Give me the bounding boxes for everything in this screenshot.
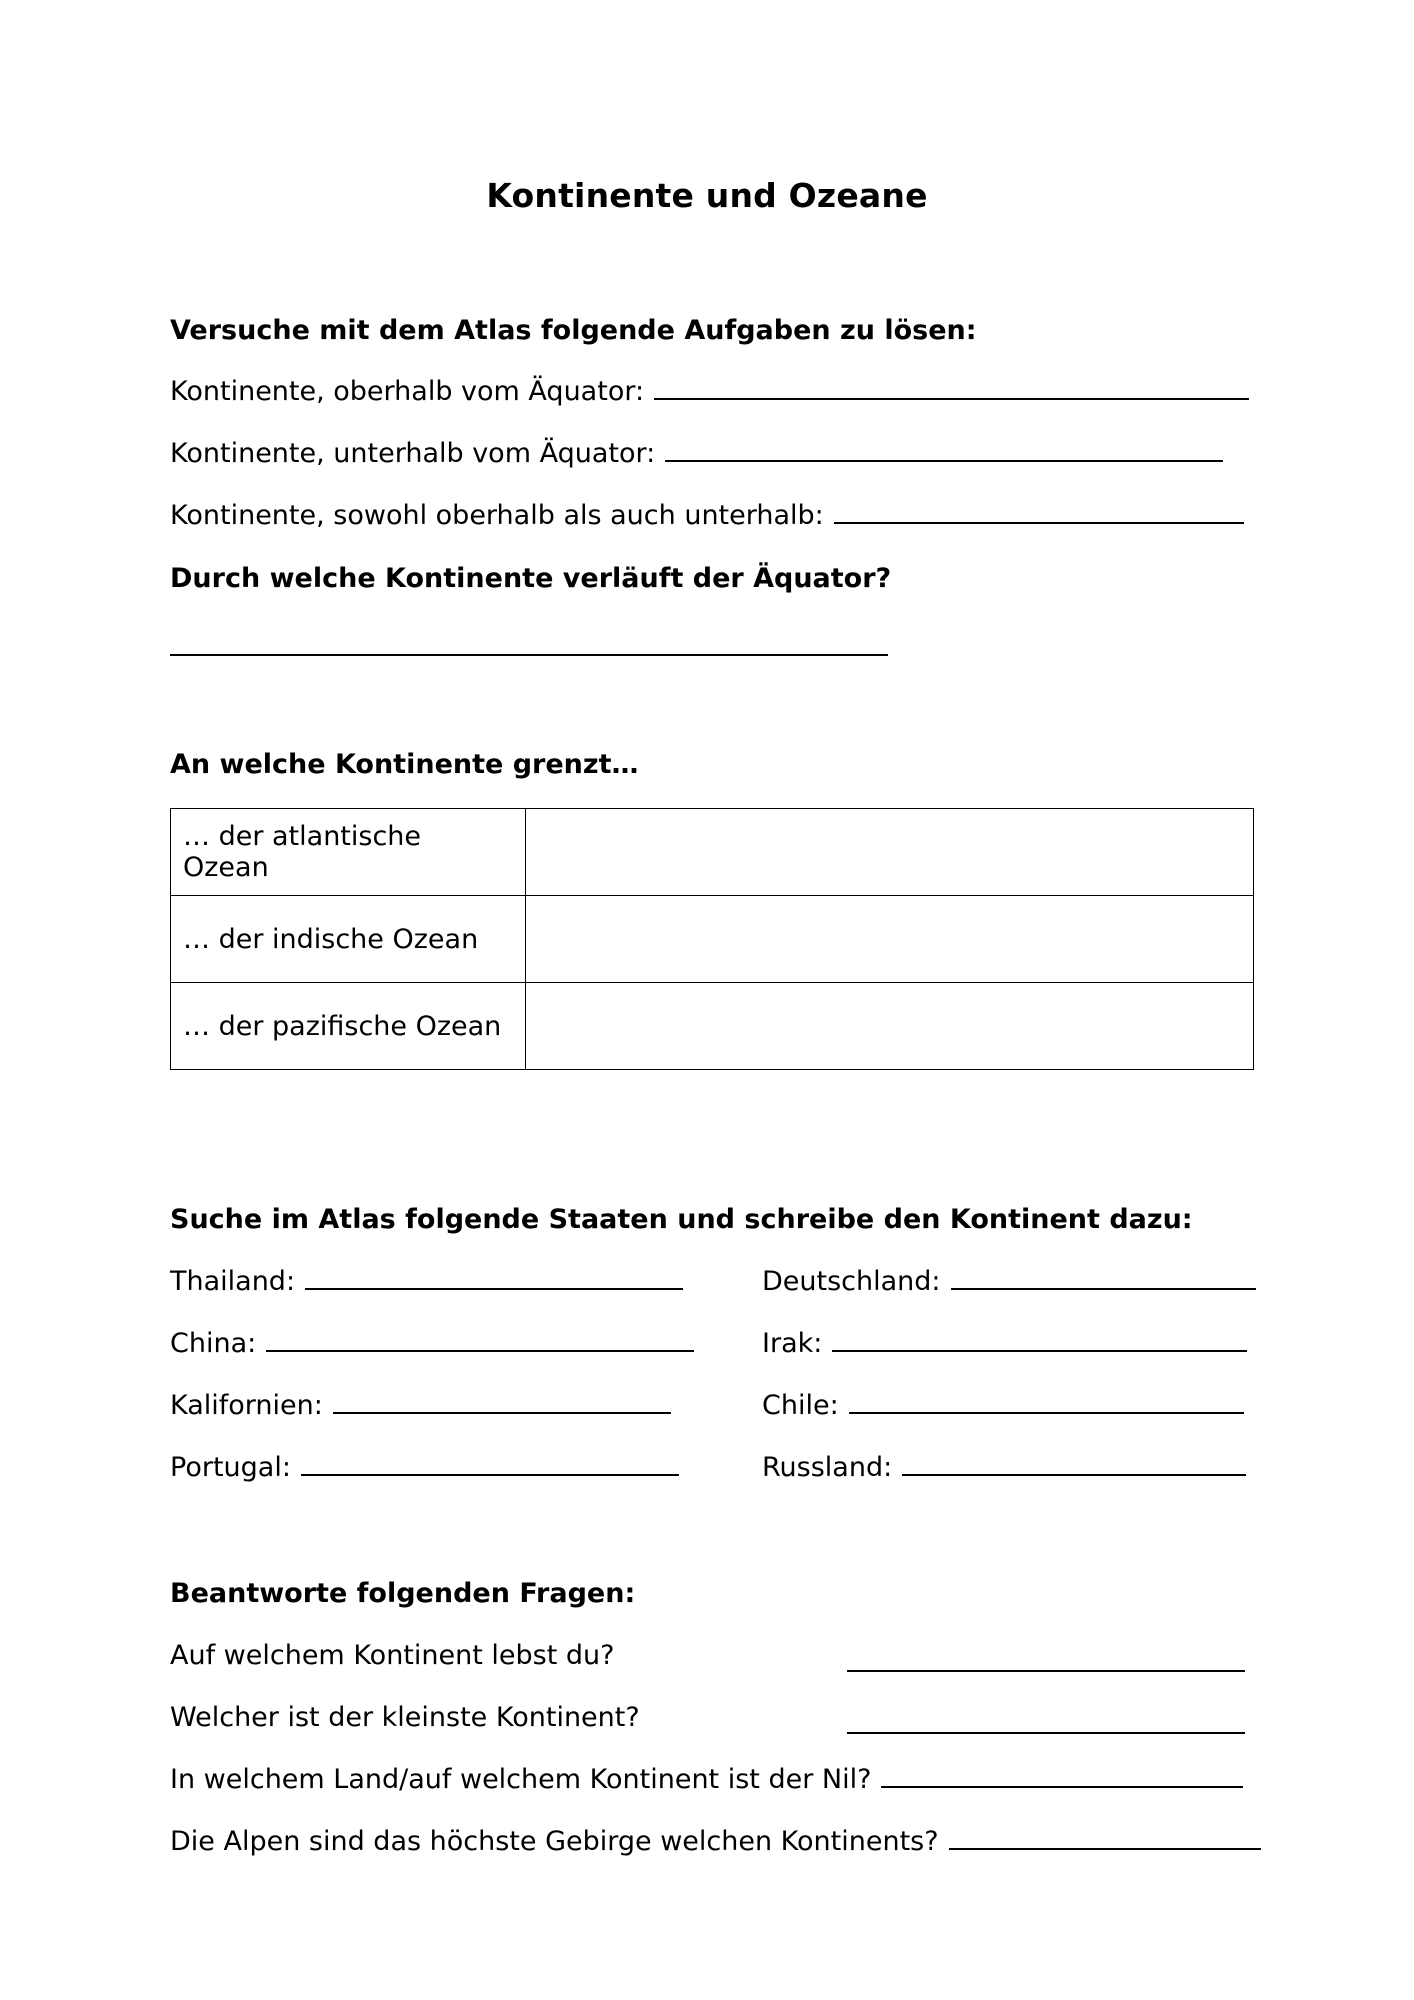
answer-blank[interactable] [902,1450,1246,1476]
question-label: Kontinente, oberhalb vom Äquator: [170,376,645,407]
table-row [171,896,1254,983]
ocean-label: … der indische Ozean [171,896,526,983]
question-label: Die Alpen sind das höchste Gebirge welchen Kontinents? [170,1826,939,1857]
section1-heading: Versuche mit dem Atlas folgende Aufgaben zu lösen: [170,315,977,346]
country-row [170,1264,683,1300]
answer-blank[interactable] [834,498,1244,524]
answer-blank[interactable] [654,374,1249,400]
country-label: China: [170,1328,257,1359]
answer-blank[interactable] [665,436,1223,462]
country-label: Irak: [762,1328,823,1359]
country-row [762,1264,1256,1300]
section3-heading: Suche im Atlas folgende Staaten und schreibe den Kontinent dazu: [170,1204,1193,1235]
table-row [171,809,1254,896]
country-label: Portugal: [170,1452,291,1483]
question-label: Welcher ist der kleinste Kontinent? [170,1702,640,1733]
question-row [170,1762,1243,1798]
country-row [762,1388,1244,1424]
country-label: Russland: [762,1452,893,1483]
ocean-label: … der atlantische Ozean [171,809,526,896]
answer-blank[interactable] [847,1732,1245,1734]
country-label: Deutschland: [762,1266,941,1297]
ocean-table [170,808,1254,1070]
country-label: Thailand: [170,1266,296,1297]
question-row [170,1824,1261,1860]
answer-blank[interactable] [949,1824,1261,1850]
country-row [762,1326,1247,1362]
answer-blank[interactable] [266,1326,694,1352]
section4-heading: Beantworte folgenden Fragen: [170,1578,636,1609]
page-title: Kontinente und Ozeane [486,176,928,215]
question-row [170,374,1249,410]
country-label: Chile: [762,1390,839,1421]
question-row [170,498,1244,534]
answer-blank[interactable] [881,1762,1243,1788]
answer-blank[interactable] [301,1450,679,1476]
question-label: Kontinente, unterhalb vom Äquator: [170,438,656,469]
answer-blank[interactable] [170,654,888,656]
question-label: Kontinente, sowohl oberhalb als auch unterhalb: [170,500,824,531]
answer-blank[interactable] [832,1326,1247,1352]
question-label: Auf welchem Kontinent lebst du? [170,1640,615,1671]
answer-cell[interactable] [526,983,1254,1070]
question-label: In welchem Land/auf welchem Kontinent ist der Nil? [170,1764,872,1795]
section2-heading: An welche Kontinente grenzt… [170,749,639,780]
section1-question: Durch welche Kontinente verläuft der Äquator? [170,563,892,594]
question-row [170,436,1223,472]
country-row [170,1388,671,1424]
answer-cell[interactable] [526,896,1254,983]
country-label: Kalifornien: [170,1390,323,1421]
answer-blank[interactable] [847,1670,1245,1672]
answer-blank[interactable] [951,1264,1256,1290]
country-row [170,1450,679,1486]
answer-blank[interactable] [305,1264,683,1290]
country-row [170,1326,694,1362]
answer-blank[interactable] [333,1388,671,1414]
answer-blank[interactable] [849,1388,1244,1414]
table-row [171,983,1254,1070]
country-row [762,1450,1246,1486]
ocean-label: … der pazifische Ozean [171,983,526,1070]
answer-cell[interactable] [526,809,1254,896]
